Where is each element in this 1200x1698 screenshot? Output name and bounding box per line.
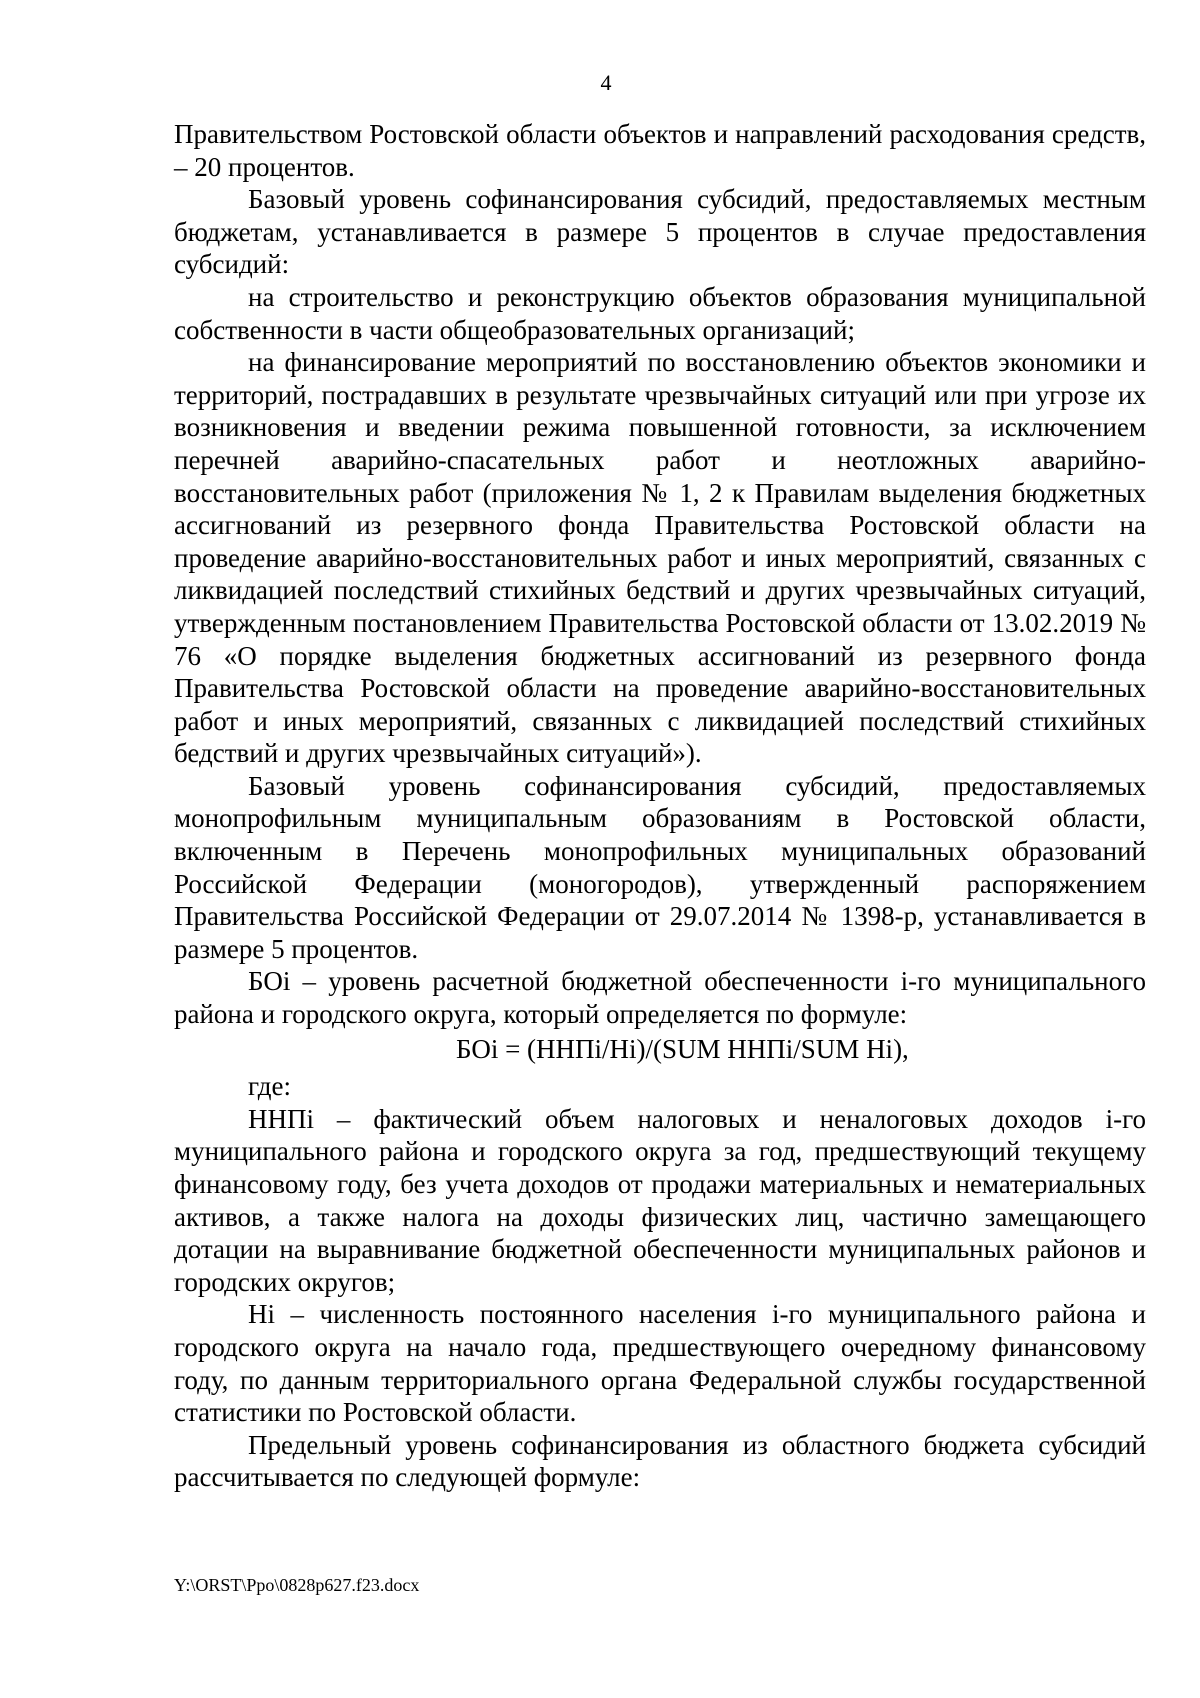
formula-bo: БОi = (ННПi/Нi)/(SUM ННПi/SUM Нi), — [456, 1033, 909, 1064]
page-number: 4 — [600, 70, 612, 95]
paragraph-construction: на строительство и реконструкцию объектов образования муниципальной собственности в части общеобразовательных организаций; — [174, 281, 1146, 345]
document-body — [174, 118, 1146, 1494]
paragraph-limit-level: Предельный уровень софинансирования из областного бюджета субсидий рассчитывается по следующей формуле: — [174, 1429, 1146, 1493]
paragraph-base-level: Базовый уровень софинансирования субсидий, предоставляемых местным бюджетам, устанавливается в размере 5 процентов в случае предоставления субсидий: — [174, 184, 1146, 280]
paragraph-monotowns: Базовый уровень софинансирования субсидий, предоставляемых монопрофильным муниципальным образованиям в Ростовской области, включенным в Перечень монопрофильных муниципальных образований Российской Федерации (моногородов), утвержденный распоряжением Правительства Российской Федерации от 29.07.2014 № 1398-р, устанавливается в размере 5 процентов. — [174, 770, 1146, 964]
footer-file-path: Y:\ORST\Ppo\0828p627.f23.docx — [174, 1575, 420, 1595]
paragraph-emergency-financing: на финансирование мероприятий по восстановлению объектов экономики и территорий, пострадавших в результате чрезвычайных ситуаций или при угрозе их возникновения и введении режима повышенной готовности, за исключением перечней аварийно-спасательных работ и неотложных аварийно-восстановительных работ (приложения № 1, 2 к Правилам выделения бюджетных ассигнований из резервного фонда Правительства Ростовской области на проведение аварийно-восстановительных работ и иных мероприятий, связанных с ликвидацией последствий стихийных бедствий и других чрезвычайных ситуаций, утвержденным постановлением Правительства Ростовской области от 13.02.2019 № 76 «О порядке выделения бюджетных ассигнований из резервного фонда Правительства Ростовской области на проведение аварийно-восстановительных работ и иных мероприятий, связанных с ликвидацией последствий стихийных бедствий и других чрезвычайных ситуаций»). — [174, 347, 1146, 769]
where-label: где: — [248, 1071, 291, 1102]
paragraph-n-definition: Нi – численность постоянного населения i-го муниципального района и городского округа на начало года, предшествующего очередному финансовому году, по данным территориального органа Федеральной службы государственной статистики по Ростовской области. — [174, 1299, 1146, 1428]
paragraph-continuation: Правительством Ростовской области объектов и направлений расходования средств, – 20 процентов. — [174, 119, 1146, 182]
paragraph-nnp-definition: ННПi – фактический объем налоговых и неналоговых доходов i-го муниципального района и городского округа за год, предшествующий текущему финансовому году, без учета доходов от продажи материальных и нематериальных активов, а также налога на доходы физических лиц, частично замещающего дотации на выравнивание бюджетной обеспеченности муниципальных районов и городских округов; — [174, 1103, 1146, 1297]
paragraph-bo-definition: БОi – уровень расчетной бюджетной обеспеченности i-го муниципального района и городского округа, который определяется по формуле: — [174, 966, 1146, 1030]
